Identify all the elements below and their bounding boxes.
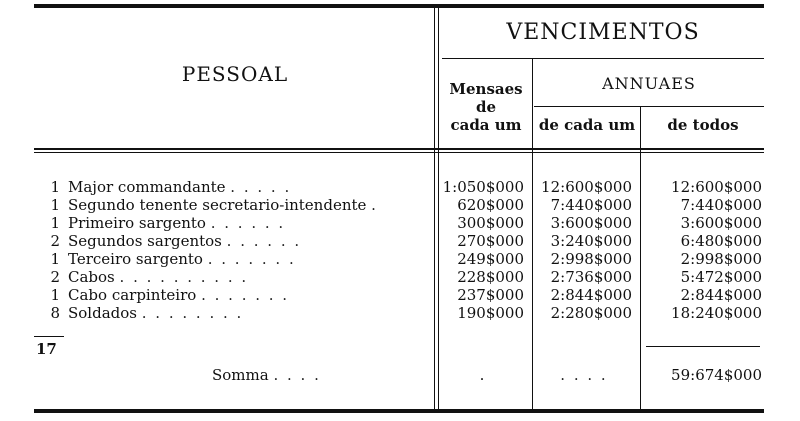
annual-all-value: 6:480$000 <box>680 232 762 250</box>
table-row <box>0 250 800 268</box>
summary-total-rule <box>646 346 760 347</box>
leader-dots: . <box>371 196 378 214</box>
row-label <box>68 304 243 322</box>
summary-monthly-dots: . <box>479 366 485 384</box>
leader-dots: . . . . . . <box>226 232 302 250</box>
table-row <box>0 196 800 214</box>
monthly-value: 620$000 <box>457 196 524 214</box>
monthly-value: 270$000 <box>457 232 524 250</box>
header-annual-all: de todos <box>667 116 739 134</box>
row-quantity: 1 <box>50 196 60 214</box>
annual-each-value: 2:998$000 <box>550 250 632 268</box>
monthly-value: 228$000 <box>457 268 524 286</box>
header-bottom-rule <box>34 148 764 150</box>
table-row <box>0 178 800 196</box>
header-mensaes-de: de <box>475 98 497 116</box>
annual-all-value: 2:998$000 <box>680 250 762 268</box>
bottom-rule <box>34 409 764 413</box>
header-annuaes: ANNUAES <box>602 74 696 93</box>
summary-label <box>212 366 321 384</box>
row-label <box>68 250 296 268</box>
header-annual-each: de cada um <box>538 116 636 134</box>
row-label-text: Primeiro sargento <box>68 214 206 232</box>
summary-label-text: Somma <box>212 366 269 384</box>
total-rule <box>34 336 64 337</box>
summary-row <box>0 366 800 384</box>
row-label <box>68 232 301 250</box>
row-label-text: Cabos <box>68 268 115 286</box>
summary-total: 59:674$000 <box>671 366 762 384</box>
row-quantity: 8 <box>50 304 60 322</box>
annual-each-value: 2:280$000 <box>550 304 632 322</box>
vencimentos-underline <box>442 58 764 59</box>
leader-dots: . . . . . <box>230 178 292 196</box>
total-personnel: 17 <box>36 340 57 358</box>
header-vencimentos: VENCIMENTOS <box>506 20 700 45</box>
annual-each-value: 2:736$000 <box>550 268 632 286</box>
leader-dots: . . . . . . . <box>207 250 296 268</box>
annual-each-value: 2:844$000 <box>550 286 632 304</box>
row-label-text: Major commandante <box>68 178 226 196</box>
annual-each-value: 3:240$000 <box>550 232 632 250</box>
annual-all-value: 12:600$000 <box>671 178 762 196</box>
annual-each-value: 12:600$000 <box>541 178 632 196</box>
row-label <box>68 214 285 232</box>
header-mensaes-cada-um: cada um <box>450 116 522 134</box>
table-row <box>0 214 800 232</box>
row-label-text: Terceiro sargento <box>68 250 203 268</box>
table-row <box>0 268 800 286</box>
leader-dots: . . . . . . . <box>201 286 290 304</box>
row-quantity: 2 <box>50 232 60 250</box>
annual-all-value: 3:600$000 <box>680 214 762 232</box>
leader-dots: . . . . . . . . <box>141 304 244 322</box>
row-quantity: 1 <box>50 286 60 304</box>
row-quantity: 1 <box>50 250 60 268</box>
row-label-text: Soldados <box>68 304 137 322</box>
annual-all-value: 18:240$000 <box>671 304 762 322</box>
monthly-value: 190$000 <box>457 304 524 322</box>
table-row <box>0 304 800 322</box>
annual-each-value: 3:600$000 <box>550 214 632 232</box>
header-pessoal: PESSOAL <box>181 62 289 86</box>
row-label <box>68 268 248 286</box>
annual-all-value: 7:440$000 <box>680 196 762 214</box>
annual-all-value: 2:844$000 <box>680 286 762 304</box>
annuaes-underline <box>534 106 764 107</box>
row-quantity: 1 <box>50 178 60 196</box>
leader-dots: . . . . . . . . . . <box>119 268 249 286</box>
header-bottom-rule-2 <box>34 152 764 153</box>
monthly-value: 249$000 <box>457 250 524 268</box>
monthly-value: 1:050$000 <box>442 178 524 196</box>
row-label-text: Cabo carpinteiro <box>68 286 197 304</box>
table-row <box>0 232 800 250</box>
row-label <box>68 196 378 214</box>
top-rule <box>34 4 764 8</box>
row-label <box>68 286 289 304</box>
leader-dots: . . . . . . <box>210 214 286 232</box>
row-label-text: Segundo tenente secretario-intendente <box>68 196 367 214</box>
monthly-value: 300$000 <box>457 214 524 232</box>
row-label-text: Segundos sargentos <box>68 232 222 250</box>
monthly-value: 237$000 <box>457 286 524 304</box>
row-quantity: 1 <box>50 214 60 232</box>
leader-dots: . . . . <box>273 366 321 384</box>
annual-all-value: 5:472$000 <box>680 268 762 286</box>
header-mensaes: Mensaes <box>449 80 523 98</box>
annual-each-value: 7:440$000 <box>550 196 632 214</box>
row-quantity: 2 <box>50 268 60 286</box>
table-row <box>0 286 800 304</box>
summary-annual-each-dots: . . . . <box>560 366 608 384</box>
row-label <box>68 178 291 196</box>
